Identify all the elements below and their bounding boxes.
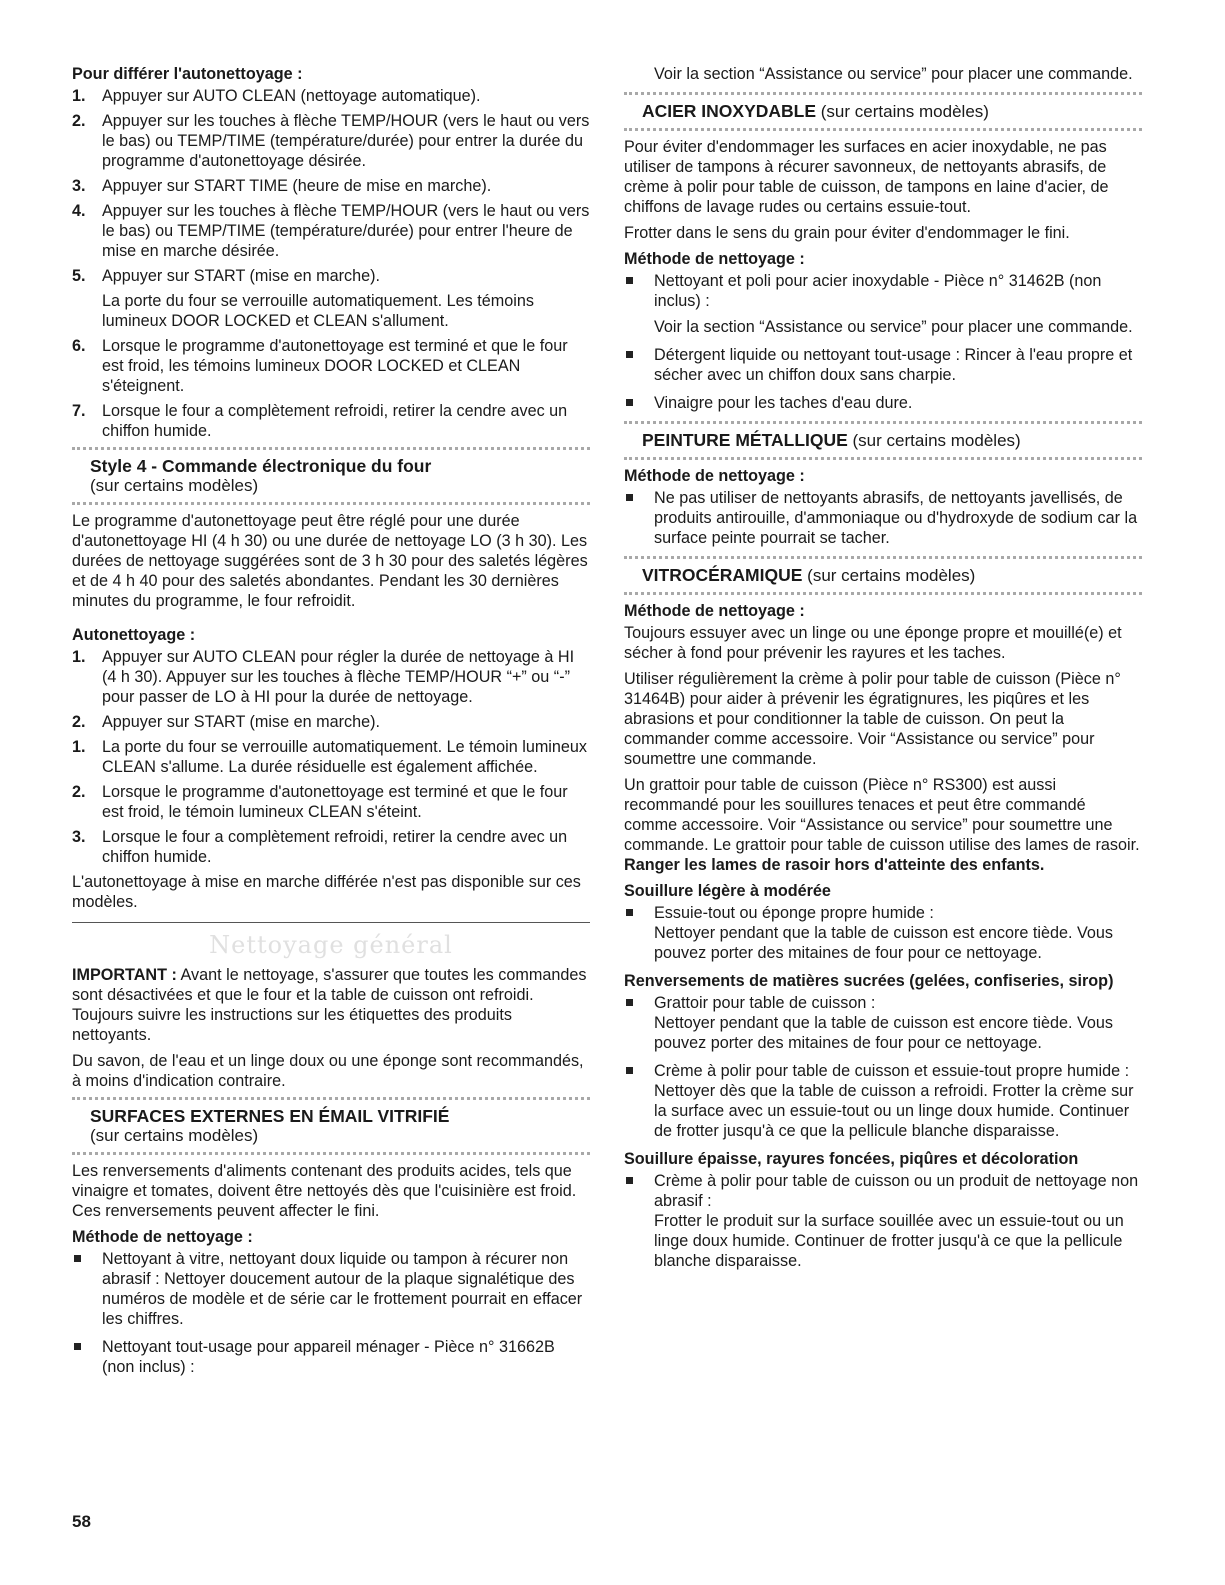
ceramic-heading	[624, 565, 1142, 586]
list-item	[624, 1061, 1142, 1141]
ceramic-text: Un grattoir pour table de cuisson (Pièce n° RS300) est aussi recommandé pour les souillures tenaces et peut être commandé comme accessoire. Voir “Assistance ou service” pour soumettre une commande. Le grattoir pour table de cuisson utilise des lames de rasoir.	[624, 776, 1140, 854]
step-text: Appuyer sur AUTO CLEAN (nettoyage automatique).	[102, 87, 481, 105]
paint-subtitle: (sur certains modèles)	[847, 431, 1021, 450]
step-number: 1.	[72, 738, 86, 756]
method-title: Méthode de nettoyage :	[624, 467, 805, 485]
step-number: 7.	[72, 402, 86, 420]
list-item: Nettoyant tout-usage pour appareil ménager - Pièce n° 31662B (non inclus) :	[72, 1337, 590, 1377]
step-text: Lorsque le four a complètement refroidi, retirer la cendre avec un chiffon humide.	[102, 402, 568, 440]
style4-paragraph: Le programme d'autonettoyage peut être réglé pour une durée d'autonettoyage HI (4 h 30) ou une durée de nettoyage LO (3 h 30). Les durées de nettoyage suggérées sont de 3 h 30 pour des saletés légères et de 4 h 40 pour des saletés abondantes. Pendant les 30 dernières minutes du programme, le four refroidit.	[72, 512, 588, 610]
dotted-divider	[624, 128, 1142, 131]
step-number: 2.	[72, 112, 86, 130]
dotted-divider	[72, 447, 590, 450]
bullet-subtext: Nettoyer pendant que la table de cuisson est encore tiède. Vous pouvez porter des mitaines de four pour ce nettoyage.	[654, 1014, 1113, 1052]
list-item	[72, 712, 590, 732]
section-rule	[72, 922, 590, 923]
email-subtitle: (sur certains modèles)	[90, 1126, 259, 1145]
bullet-text: Crème à polir pour table de cuisson ou un produit de nettoyage non abrasif :	[654, 1172, 1139, 1210]
list-item	[72, 401, 590, 441]
bullet-text: Essuie-tout ou éponge propre humide :	[654, 904, 934, 922]
bullet-subtext: Nettoyer dès que la table de cuisson a refroidi. Frotter la crème sur la surface avec un essuie-tout ou un linge doux humide. Continuer de frotter jusqu'à ce que la pellicule blanche disparaisse.	[654, 1082, 1134, 1140]
dotted-divider	[624, 592, 1142, 595]
bullet-subtext: Voir la section “Assistance ou service” pour placer une commande.	[654, 318, 1133, 336]
bullet-text: Crème à polir pour table de cuisson et essuie-tout propre humide :	[654, 1062, 1130, 1080]
general-cleaning-heading: Nettoyage général	[209, 931, 453, 959]
method-title: Méthode de nettoyage :	[624, 250, 805, 268]
list-item	[72, 336, 590, 396]
style4-subtitle: (sur certains modèles)	[90, 476, 259, 495]
list-item	[72, 737, 590, 777]
order-note: Voir la section “Assistance ou service” pour placer une commande.	[654, 65, 1133, 83]
ceramic-subtitle: (sur certains modèles)	[802, 566, 976, 585]
soap-paragraph: Du savon, de l'eau et un linge doux ou une éponge sont recommandés, à moins d'indication contraire.	[72, 1052, 584, 1090]
dotted-divider	[624, 556, 1142, 559]
list-item	[72, 782, 590, 822]
email-title: SURFACES EXTERNES EN ÉMAIL VITRIFIÉ	[90, 1106, 450, 1126]
right-column	[624, 64, 1142, 1279]
step-number: 3.	[72, 177, 86, 195]
steel-subtitle: (sur certains modèles)	[816, 102, 989, 121]
light-soil-bullets	[624, 903, 1142, 963]
step-text: Lorsque le programme d'autonettoyage est terminé et que le four est froid, les témoins lumineux DOOR LOCKED et CLEAN s'éteignent.	[102, 337, 568, 395]
dotted-divider	[624, 92, 1142, 95]
step-subtext: La porte du four se verrouille automatiquement. Les témoins lumineux DOOR LOCKED et CLEAN s'allument.	[102, 292, 534, 330]
method-title: Méthode de nettoyage :	[624, 602, 805, 620]
sugar-spill-title: Renversements de matières sucrées (gelées, confiseries, sirop)	[624, 972, 1114, 990]
steel-bullets	[624, 271, 1142, 413]
email-heading	[72, 1106, 590, 1146]
list-item: Nettoyant à vitre, nettoyant doux liquide ou tampon à récurer non abrasif : Nettoyer doucement autour de la plaque signalétique des numéros de modèle et de série car le frottement pourrait en effacer les chiffres.	[72, 1249, 590, 1329]
list-item	[624, 993, 1142, 1053]
important-text: Avant le nettoyage, s'assurer que toutes les commandes sont désactivées et que le four et la table de cuisson ont refroidi. Toujours suivre les instructions sur les étiquettes des produits nettoyants.	[72, 966, 587, 1044]
steel-heading	[624, 101, 1142, 122]
step-text: Appuyer sur START (mise en marche).	[102, 267, 380, 285]
delay-title: Pour différer l'autonettoyage :	[72, 65, 303, 83]
step-number: 6.	[72, 337, 86, 355]
heavy-soil-title: Souillure épaisse, rayures foncées, piqûres et décoloration	[624, 1150, 1079, 1168]
list-item	[72, 86, 590, 106]
bullet-subtext: Frotter le produit sur la surface souillée avec un essuie-tout ou un linge doux humide. Continuer de frotter jusqu'à ce que la pellicule blanche disparaisse.	[654, 1212, 1124, 1270]
ceramic-paragraph: Toujours essuyer avec un linge ou une éponge propre et mouillé(e) et sécher à fond pour prévenir les rayures et les taches.	[624, 624, 1122, 662]
page-number: 58	[72, 1512, 91, 1531]
ceramic-paragraph	[624, 775, 1142, 875]
style4-title: Style 4 - Commande électronique du four	[90, 456, 432, 476]
auto-steps	[72, 647, 590, 867]
step-text: Appuyer sur les touches à flèche TEMP/HOUR (vers le haut ou vers le bas) ou TEMP/TIME (température/durée) pour entrer la durée du programme d'autonettoyage désirée.	[102, 112, 590, 170]
step-number: 5.	[72, 267, 86, 285]
step-number: 2.	[72, 783, 86, 801]
list-item	[72, 201, 590, 261]
dotted-divider	[72, 502, 590, 505]
step-text: Appuyer sur les touches à flèche TEMP/HOUR (vers le haut ou vers le bas) ou TEMP/TIME (température/durée) pour entrer l'heure de mise en marche désirée.	[102, 202, 590, 260]
email-bullets	[72, 1249, 590, 1377]
bullet-subtext: Nettoyer pendant que la table de cuisson est encore tiède. Vous pouvez porter des mitaines de four pour ce nettoyage.	[654, 924, 1113, 962]
razor-warning: Ranger les lames de rasoir hors d'atteinte des enfants.	[624, 856, 1045, 874]
step-text: Lorsque le programme d'autonettoyage est terminé et que le four est froid, le témoin lumineux CLEAN s'éteint.	[102, 783, 568, 821]
auto-title: Autonettoyage :	[72, 626, 196, 644]
sugar-spill-bullets	[624, 993, 1142, 1141]
step-text: Appuyer sur AUTO CLEAN pour régler la durée de nettoyage à HI (4 h 30). Appuyer sur les touches à flèche TEMP/HOUR “+” ou “-” pour passer de LO à HI pour la durée de nettoyage.	[102, 648, 575, 706]
dotted-divider	[72, 1097, 590, 1100]
list-item	[624, 271, 1142, 337]
dotted-divider	[624, 457, 1142, 460]
step-number: 2.	[72, 713, 86, 731]
heavy-soil-bullets	[624, 1171, 1142, 1271]
list-item	[624, 1171, 1142, 1271]
ceramic-paragraph: Utiliser régulièrement la crème à polir pour table de cuisson (Pièce n° 31464B) pour aider à prévenir les égratignures, les piqûres et les abrasions et pour conditionner la table de cuisson. On peut la commander comme accessoire. Voir “Assistance ou service” pour soumettre une commande.	[624, 670, 1121, 768]
list-item: Détergent liquide ou nettoyant tout-usage : Rincer à l'eau propre et sécher avec un chiffon doux sans charpie.	[624, 345, 1142, 385]
light-soil-title: Souillure légère à modérée	[624, 882, 831, 900]
list-item	[624, 903, 1142, 963]
important-label: IMPORTANT :	[72, 966, 177, 984]
ceramic-title: VITROCÉRAMIQUE	[642, 565, 803, 585]
paint-bullets	[624, 488, 1142, 548]
delay-steps	[72, 86, 590, 441]
step-number: 1.	[72, 648, 86, 666]
list-item	[72, 176, 590, 196]
email-paragraph: Les renversements d'aliments contenant des produits acides, tels que vinaigre et tomates, doivent être nettoyés dès que l'cuisinière est froid. Ces renversements peuvent affecter le fini.	[72, 1162, 577, 1220]
list-item	[72, 111, 590, 171]
list-item: Ne pas utiliser de nettoyants abrasifs, de nettoyants javellisés, de produits antirouille, d'ammoniaque ou d'hydroxyde de sodium car la surface peinte pourrait se tacher.	[624, 488, 1142, 548]
paint-title: PEINTURE MÉTALLIQUE	[642, 430, 848, 450]
bullet-text: Grattoir pour table de cuisson :	[654, 994, 876, 1012]
list-item	[72, 266, 590, 331]
step-text: Appuyer sur START TIME (heure de mise en marche).	[102, 177, 492, 195]
step-number: 4.	[72, 202, 86, 220]
paint-heading	[624, 430, 1142, 451]
left-column	[72, 64, 590, 1385]
step-text: Lorsque le four a complètement refroidi, retirer la cendre avec un chiffon humide.	[102, 828, 568, 866]
bullet-text: Nettoyant et poli pour acier inoxydable - Pièce n° 31462B (non inclus) :	[654, 272, 1102, 310]
dotted-divider	[624, 421, 1142, 424]
method-title: Méthode de nettoyage :	[72, 1228, 253, 1246]
step-text: Appuyer sur START (mise en marche).	[102, 713, 380, 731]
step-number: 1.	[72, 87, 86, 105]
list-item: Vinaigre pour les taches d'eau dure.	[624, 393, 1142, 413]
dotted-divider	[72, 1152, 590, 1155]
style4-heading	[72, 456, 590, 496]
step-number: 3.	[72, 828, 86, 846]
steel-paragraph: Pour éviter d'endommager les surfaces en acier inoxydable, ne pas utiliser de tampons à récurer savonneux, de nettoyants abrasifs, de crème à polir pour table de cuisson, de tampons en laine d'acier, de chiffons de lavage rudes ou certains essuie-tout.	[624, 138, 1109, 216]
steel-paragraph: Frotter dans le sens du grain pour éviter d'endommager le fini.	[624, 224, 1070, 242]
list-item	[72, 827, 590, 867]
auto-note: L'autonettoyage à mise en marche différée n'est pas disponible sur ces modèles.	[72, 873, 581, 911]
list-item	[72, 647, 590, 707]
step-text: La porte du four se verrouille automatiquement. Le témoin lumineux CLEAN s'allume. La durée résiduelle est également affichée.	[102, 738, 588, 776]
steel-title: ACIER INOXYDABLE	[642, 101, 817, 121]
important-paragraph	[72, 965, 590, 1045]
